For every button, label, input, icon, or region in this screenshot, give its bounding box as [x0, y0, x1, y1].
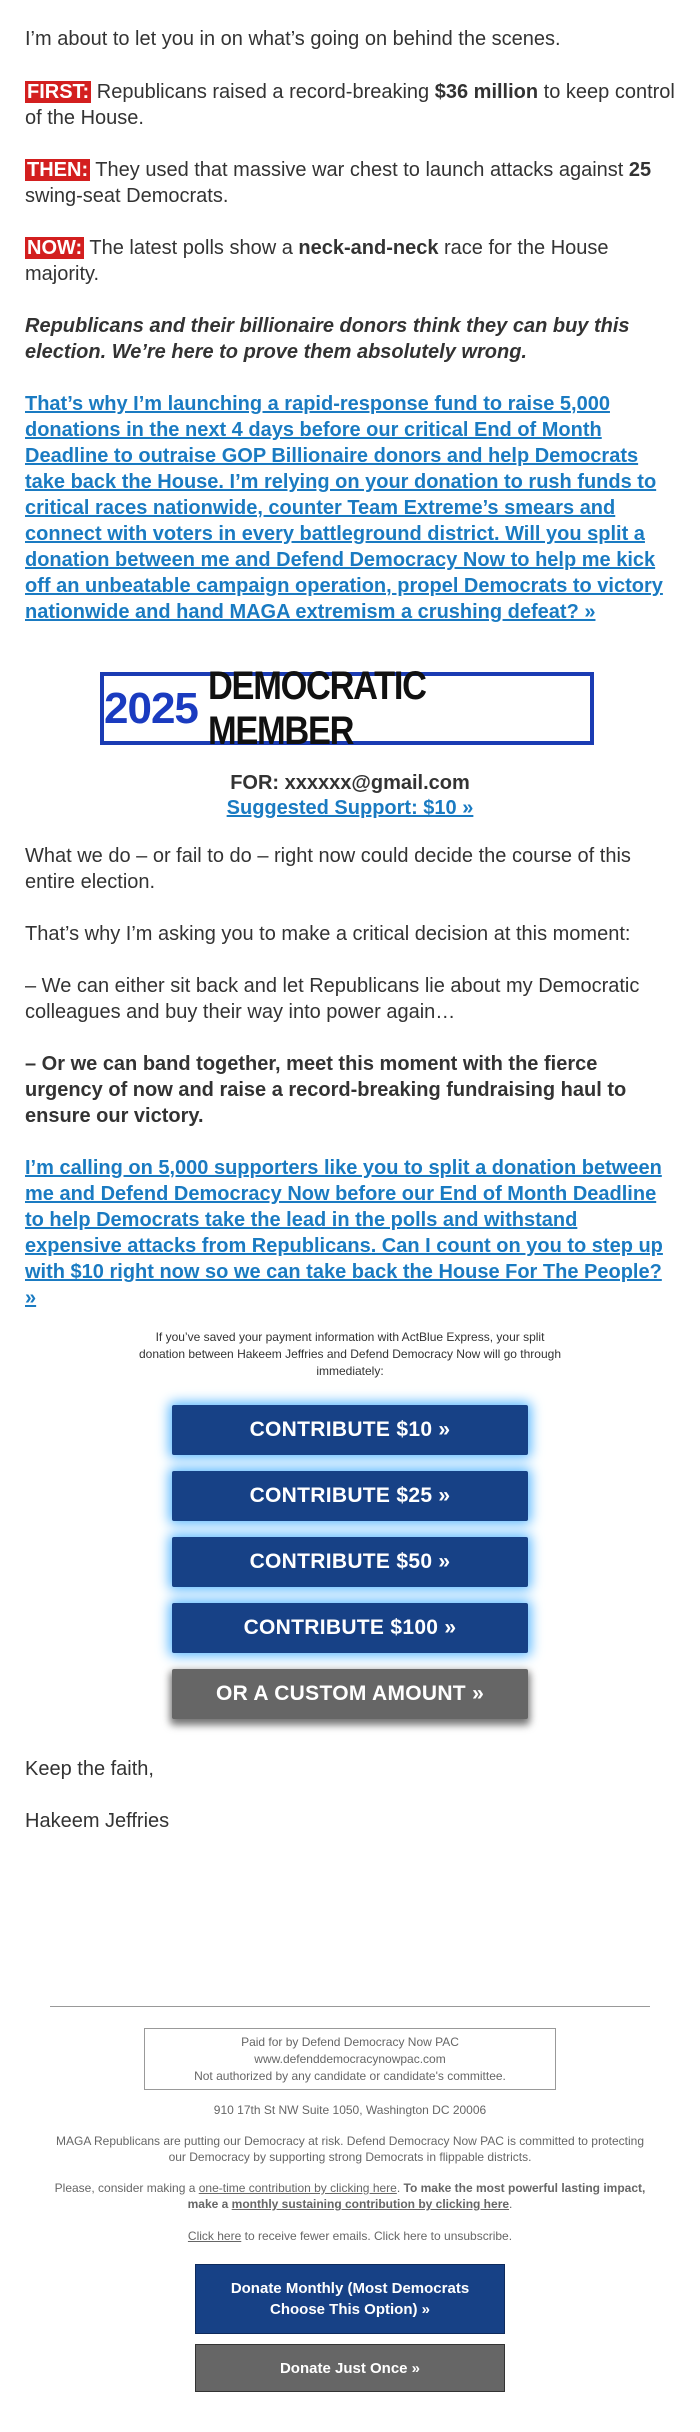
one-time-link[interactable]: one-time contribution by clicking here — [198, 2181, 397, 2195]
then-count: 25 — [628, 159, 652, 181]
rapid-response-link[interactable]: That’s why I’m launching a rapid-response fund to raise 5,000 donations in the next 4 days before our critical End of Month Deadline to outraise GOP Billionaire donors and help Democrats take back the House. I’m relying on your donation to rush funds to critical races nationwide, counter Team Extreme’s smears and connect with voters in every battleground district. Will you split a donation between me and Defend Democracy Now to help me kick off an unbeatable campaign operation, propel Democrats to victory nationwide and hand MAGA extremism a crushing defeat? » — [25, 393, 663, 623]
contribute-10-button[interactable]: CONTRIBUTE $10 » — [172, 1405, 528, 1455]
intro-text: I’m about to let you in on what’s going on behind the scenes. — [25, 28, 561, 50]
fewer-emails-text: Click here to receive fewer emails. Click here to unsubscribe. — [187, 2229, 513, 2243]
first-amount: $36 million — [434, 81, 539, 103]
custom-amount-button[interactable]: OR A CUSTOM AMOUNT » — [172, 1669, 528, 1719]
then-tag: THEN: — [27, 159, 89, 181]
first-tag: FIRST: — [27, 81, 90, 103]
now-bold: neck-and-neck — [298, 237, 439, 259]
now-tag: NOW: — [27, 237, 83, 259]
member-badge — [100, 663, 594, 753]
monthly-link[interactable]: monthly sustaining contribution by clicking here — [231, 2197, 510, 2211]
para-or: – Or we can band together, meet this moment with the fierce urgency of now and raise a record-breaking fundraising haul to ensure our victory. — [25, 1053, 627, 1127]
contribute-50-button[interactable]: CONTRIBUTE $50 » — [172, 1537, 528, 1587]
suggested-support-link[interactable]: Suggested Support: $10 » — [226, 797, 474, 819]
footer-address: 910 17th St NW Suite 1050, Washington DC 20006 — [213, 2103, 487, 2117]
donate-monthly-button[interactable]: Donate Monthly (Most Democrats Choose This Option) » — [195, 2264, 505, 2334]
fewer-emails-link[interactable]: Click here — [187, 2229, 242, 2243]
consider-text: Please, consider making a one-time contribution by clicking here. To make the most powerful lasting impact, make a monthly sustaining contribution by clicking here. — [54, 2181, 646, 2211]
contribute-100-button[interactable]: CONTRIBUTE $100 » — [172, 1603, 528, 1653]
not-authorized: Not authorized by any candidate or candidate's committee. — [194, 2069, 506, 2083]
then-paragraph: THEN: They used that massive war chest to launch attacks against 25 swing-seat Democrats. — [25, 159, 652, 207]
for-line: FOR: xxxxxx@gmail.com — [230, 772, 470, 794]
paid-for-box — [144, 2028, 556, 2090]
para-thats-why: That’s why I’m asking you to make a critical decision at this moment: — [25, 923, 631, 945]
para-what-we-do: What we do – or fail to do – right now could decide the course of this entire election. — [25, 845, 631, 893]
contribute-25-button[interactable]: CONTRIBUTE $25 » — [172, 1471, 528, 1521]
now-paragraph: NOW: The latest polls show a neck-and-neck race for the House majority. — [25, 237, 609, 285]
first-paragraph: FIRST: Republicans raised a record-breaking $36 million to keep control of the House. — [25, 81, 675, 129]
footer-divider — [50, 2006, 650, 2007]
member-year: 2025 — [104, 683, 198, 733]
donate-once-button[interactable]: Donate Just Once » — [195, 2344, 505, 2392]
para-either: – We can either sit back and let Republicans lie about my Democratic colleagues and buy their way into power again… — [25, 975, 640, 1023]
signoff: Keep the faith, — [25, 1758, 154, 1780]
maga-text: MAGA Republicans are putting our Democracy at risk. Defend Democracy Now PAC is committed to protecting our Democracy by supporting strong Democrats in flippable districts. — [55, 2134, 644, 2164]
express-note: If you’ve saved your payment information with ActBlue Express, your split donation between Hakeem Jeffries and Defend Democracy Now will go through immediately: — [138, 1330, 561, 1378]
italic-statement: Republicans and their billionaire donors think they can buy this election. We’re here to prove them absolutely wrong. — [25, 315, 630, 363]
signature: Hakeem Jeffries — [25, 1810, 170, 1832]
member-label: DEMOCRATIC MEMBER — [207, 663, 426, 753]
paid-by: Paid for by Defend Democracy Now PAC — [241, 2035, 459, 2049]
supporters-link[interactable]: I’m calling on 5,000 supporters like you to split a donation between me and Defend Democracy Now before our End of Month Deadline to help Democrats take the lead in the polls and withstand expensive attacks from Republicans. Can I count on you to step up with $10 right now so we can take back the House For The People? » — [25, 1157, 663, 1309]
pac-website: www.defenddemocracynowpac.com — [254, 2052, 446, 2066]
